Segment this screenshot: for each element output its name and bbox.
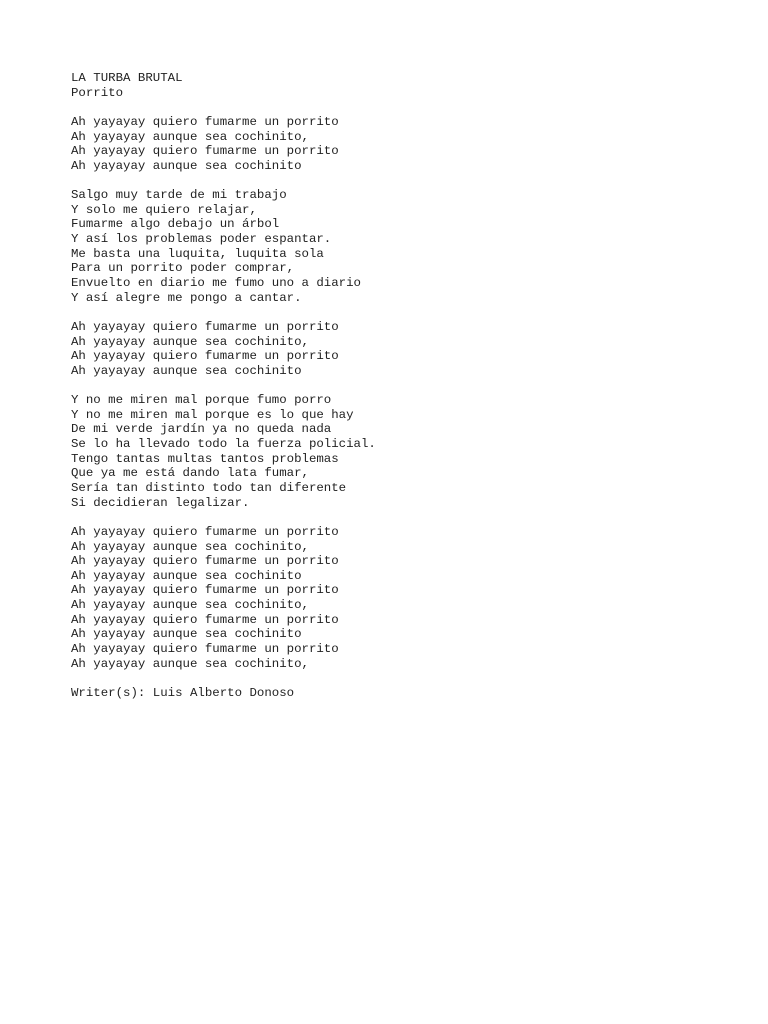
lyric-line: Ah yayayay quiero fumarme un porrito bbox=[71, 583, 339, 598]
artist-name: LA TURBA BRUTAL bbox=[71, 71, 183, 85]
spacer bbox=[71, 305, 731, 320]
lyric-line: Y no me miren mal porque fumo porro bbox=[71, 393, 332, 408]
lyric-line: Ah yayayay quiero fumarme un porrito bbox=[71, 641, 339, 656]
stanza-2 bbox=[71, 188, 731, 305]
lyric-line: Ah yayayay quiero fumarme un porrito bbox=[71, 144, 339, 159]
lyric-line: Ah yayayay quiero fumarme un porrito bbox=[71, 114, 339, 129]
lyric-line: Que ya me está dando lata fumar, bbox=[71, 466, 309, 481]
song-title: Porrito bbox=[71, 85, 124, 100]
lyric-line: Ah yayayay aunque sea cochinito, bbox=[71, 598, 309, 613]
lyric-line: Y así los problemas poder espantar. bbox=[71, 232, 332, 247]
lyric-line: Para un porrito poder comprar, bbox=[71, 261, 295, 276]
stanza-4 bbox=[71, 393, 731, 510]
lyric-line: Fumarme algo debajo un árbol bbox=[71, 217, 280, 232]
lyrics-document bbox=[71, 71, 731, 701]
lyric-line: Ah yayayay quiero fumarme un porrito bbox=[71, 319, 339, 334]
stanza-3 bbox=[71, 320, 731, 379]
lyric-line: Sería tan distinto todo tan diferente bbox=[71, 480, 347, 495]
lyric-line: Ah yayayay aunque sea cochinito bbox=[71, 363, 302, 378]
lyric-line: Ah yayayay aunque sea cochinito bbox=[71, 158, 302, 173]
lyric-line: Me basta una luquita, luquita sola bbox=[71, 246, 324, 261]
lyric-line: Si decidieran legalizar. bbox=[71, 495, 250, 510]
stanza-1 bbox=[71, 115, 731, 174]
lyric-line: Y solo me quiero relajar, bbox=[71, 202, 257, 217]
lyric-line: Ah yayayay quiero fumarme un porrito bbox=[71, 554, 339, 569]
lyric-line: Se lo ha llevado todo la fuerza policial. bbox=[71, 437, 376, 452]
lyric-line: Tengo tantas multas tantos problemas bbox=[71, 451, 339, 466]
lyric-line: Envuelto en diario me fumo uno a diario bbox=[71, 275, 361, 290]
writer-credits: Writer(s): Luis Alberto Donoso bbox=[71, 685, 295, 700]
lyric-line: Salgo muy tarde de mi trabajo bbox=[71, 188, 287, 203]
lyric-line: Ah yayayay aunque sea cochinito bbox=[71, 568, 302, 583]
lyric-line: Y no me miren mal porque es lo que hay bbox=[71, 407, 354, 422]
lyric-line: Ah yayayay aunque sea cochinito, bbox=[71, 129, 309, 144]
spacer bbox=[71, 173, 731, 188]
lyric-line: Ah yayayay aunque sea cochinito, bbox=[71, 334, 309, 349]
lyric-line: De mi verde jardín ya no queda nada bbox=[71, 422, 332, 437]
lyric-line: Ah yayayay quiero fumarme un porrito bbox=[71, 524, 339, 539]
stanza-5 bbox=[71, 525, 731, 671]
spacer bbox=[71, 378, 731, 393]
lyric-line: Ah yayayay aunque sea cochinito bbox=[71, 627, 302, 642]
lyric-line: Ah yayayay aunque sea cochinito, bbox=[71, 656, 309, 671]
spacer bbox=[71, 100, 731, 115]
lyric-line: Ah yayayay quiero fumarme un porrito bbox=[71, 612, 339, 627]
lyric-line: Y así alegre me pongo a cantar. bbox=[71, 290, 302, 305]
spacer bbox=[71, 510, 731, 525]
lyric-line: Ah yayayay quiero fumarme un porrito bbox=[71, 349, 339, 364]
spacer bbox=[71, 671, 731, 686]
lyric-line: Ah yayayay aunque sea cochinito, bbox=[71, 539, 309, 554]
